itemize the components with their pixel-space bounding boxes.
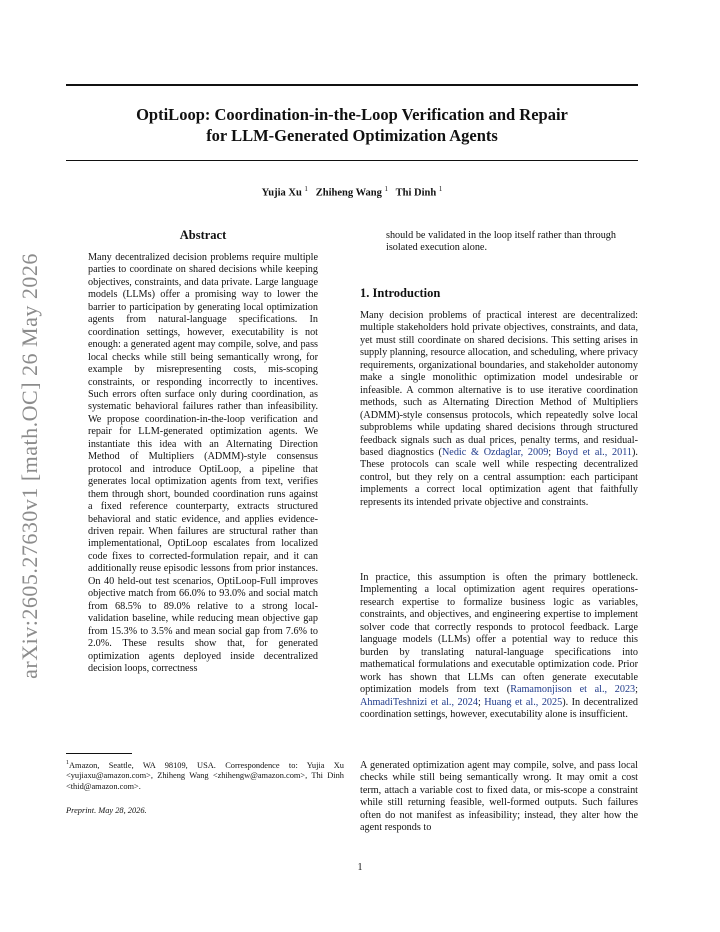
author-affiliation-mark: 1 (304, 185, 308, 193)
arxiv-watermark: arXiv:2605.27630v1 [math.OC] 26 May 2026 (17, 253, 42, 679)
paper-title (66, 104, 638, 146)
preprint-note: Preprint. May 28, 2026. (66, 806, 147, 815)
author-affiliation-mark: 1 (384, 185, 388, 193)
intro-paragraph-2 (360, 572, 638, 721)
footnote-rule (66, 753, 132, 754)
citation-separator: ; (548, 446, 556, 458)
intro-text: ). In decentralized coordination settings, however, executability alone is insufficient. (360, 696, 638, 720)
citation-link[interactable]: AhmadiTeshnizi et al., 2024 (360, 696, 478, 708)
intro-text: Many decision problems of practical interest are decentralized: multiple stakeholders hold private objectives, constraints, and data, yet must still coordinate on shared decisions. This setting arises in supply planning, resource allocation, and scheduling, where privacy requirements, organizational boundaries, and stakeholder autonomy make a single monolithic optimization model undesirable or infeasible. A common alternative is to use iterative coordination methods, such as Alternating Direction Method of Multipliers (ADMM)-style consensus protocols, which repeatedly solve local subproblems while updating shared decisions through structured feedback signals such as dual prices, penalty terms, and residual-based diagnostics ( (360, 310, 638, 458)
footnote (66, 758, 344, 792)
author-affiliation-mark: 1 (438, 185, 443, 193)
citation-separator: ; (477, 696, 485, 708)
page-number: 1 (357, 862, 363, 873)
citation-separator: ; (635, 684, 638, 696)
footnote-text: Amazon, Seattle, WA 98109, USA. Correspondence to: Yujia Xu <yujiaxu@amazon.com>, Zhiheng Wang <zhihengw@amazon.com>, Thi Dinh <thid@amazon.com>. (66, 760, 344, 791)
title-line-1: OptiLoop: Coordination-in-the-Loop Verification and Repair (136, 105, 568, 124)
citation-link[interactable]: Nedic & Ozdaglar, 2009 (441, 446, 549, 458)
abstract-continuation: should be validated in the loop itself rather than through isolated execution alone. (386, 230, 616, 254)
title-bottom-rule (66, 160, 638, 161)
intro-text: ). These protocols can scale well while respecting decentralized control, but they rely on a central assumption: each participant implements a correct local optimization agent that faithfully represents its intended private objective and constraints. (360, 446, 638, 508)
author-name: Yujia Xu (261, 187, 302, 199)
author-name: Zhiheng Wang (315, 187, 382, 199)
intro-paragraph-3: A generated optimization agent may compile, solve, and pass local checks while still being semantically wrong. It may omit a cost term, attach a variable cost to fixed data, or mis-scope a constraint while still returning feasible, well-formed outputs. Such failures often do not manifest as infeasibility; instead, they alter how the agent responds to (360, 760, 638, 834)
abstract-heading: Abstract (179, 228, 227, 242)
footnote-mark: 1 (66, 760, 69, 766)
citation-link[interactable]: Ramamonjison et al., 2023 (510, 684, 636, 696)
section-heading-introduction: 1. Introduction (360, 286, 441, 300)
citation-link[interactable]: Boyd et al., 2011 (555, 446, 633, 458)
title-line-2: for LLM-Generated Optimization Agents (206, 126, 498, 145)
author-name: Thi Dinh (395, 187, 437, 199)
citation-link[interactable]: Huang et al., 2025 (484, 696, 563, 708)
intro-text: In practice, this assumption is often the primary bottleneck. Implementing a local optimization agent requires operations-research expertise to formalize business logic as variables, constraints, and objectives, and engineering expertise to implement solver code that correctly responds to protocol feedback. Large language models (LLMs) offer a potential way to reduce this burden by translating natural-language specifications into mathematical formulations and executable optimization code. Prior work has shown that LLMs can often generate executable optimization models from text ( (360, 572, 638, 696)
abstract-text: Many decentralized decision problems require multiple parties to coordinate on shared decisions while keeping objectives, constraints, and data private. Large language models (LLMs) offer a promising way to lower the barrier to participation by generating local optimization agents from natural-language specifications. In coordination settings, however, executability is not enough: a generated agent may compile, solve, and pass local checks while still being semantically wrong, for example by misrepresenting costs, mis-scoping constraints, or responding incorrectly to incentives. Such errors often surface only during coordination, as systematic behavioral failures rather than infeasibility. We propose coordination-in-the-loop verification and repair for LLM-generated optimization agents. We instantiate this idea with an Alternating Direction Method of Multipliers (ADMM)-style consensus protocol and introduce OptiLoop, a pipeline that generates local optimization agents from text, verifies them through short, bounded coordination runs against a fixed reference counterparty, extracts structured behavioral and static evidence, and applies evidence-driven repair. When failures are structural rather than implementational, OptiLoop escalates from localized code fixes to corrected-formulation repair, and it can additionally reuse episodic lessons from prior instances. On 40 held-out test scenarios, OptiLoop-Full improves objective match from 66.0% to 93.0% and social match from 68.5% to 89.0% relative to a strong local-validation baseline, while reducing mean objective gap from 15.3% to 3.5% and mean social gap from 7.6% to 2.0%. These results show that, for generated optimization agents deployed inside decentralized decision loops, correctness (88, 252, 318, 674)
intro-paragraph-1 (360, 310, 638, 509)
author-list (66, 185, 638, 199)
top-rule (66, 84, 638, 86)
